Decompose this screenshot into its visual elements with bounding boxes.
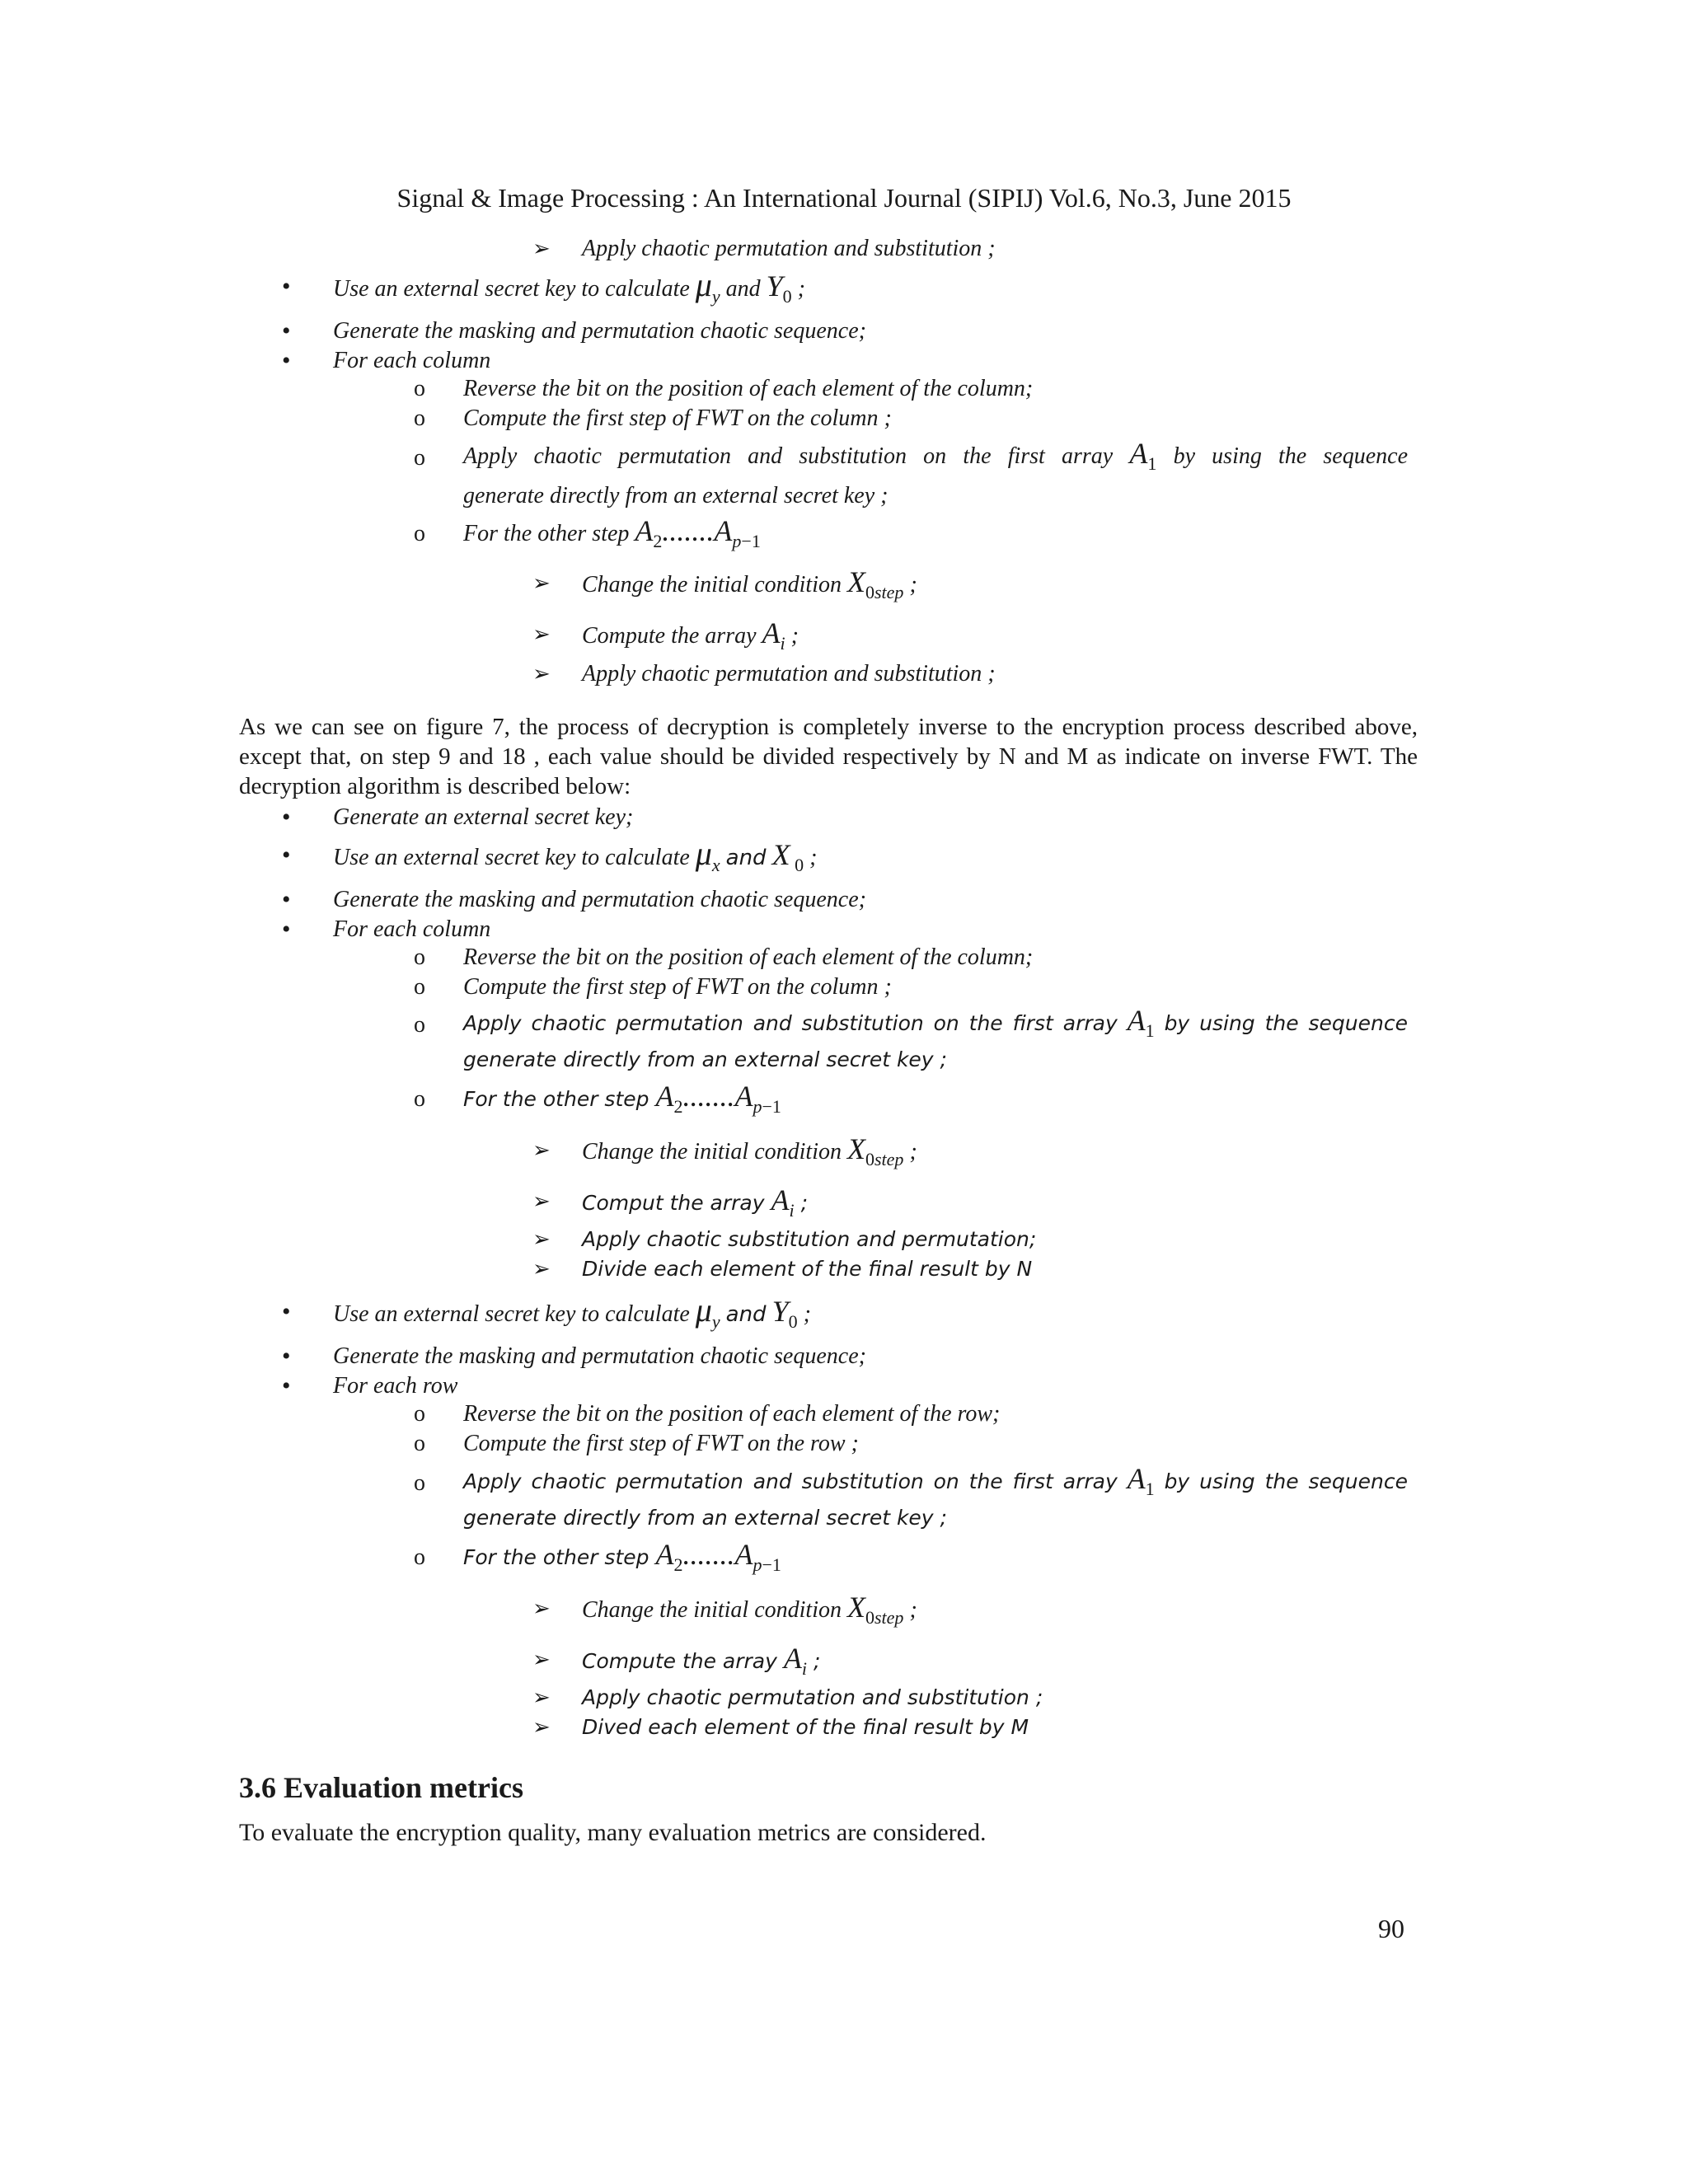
arrow-bullet: ➢ [532, 662, 551, 686]
bullet: • [282, 916, 291, 943]
list-item-continuation: generate directly from an external secret key ; [463, 1047, 947, 1071]
arrow-bullet: ➢ [532, 1138, 551, 1162]
list-item: Reverse the bit on the position of each element of the column; [463, 376, 1034, 401]
bullet: • [282, 886, 291, 913]
list-item: Apply chaotic permutation and substitution ; [582, 1685, 1043, 1709]
circle-bullet: o [414, 1401, 425, 1427]
arrow-bullet: ➢ [532, 237, 551, 260]
list-item: Use an external secret key to calculate $\mu_y$ and $Y_0$ ; [333, 1291, 811, 1332]
circle-bullet: o [414, 405, 425, 431]
list-item: Generate an external secret key; [333, 804, 634, 830]
list-item: Change the initial condition $X_{0step}$ ; [582, 1132, 917, 1169]
list-item: Compute the array $A_i$ ; [582, 616, 799, 654]
list-item: Dived each element of the final result by M [582, 1715, 1029, 1739]
circle-bullet: o [414, 1431, 425, 1456]
list-item: For the other step $A_2.......A_{p-1}$ [463, 1080, 781, 1117]
circle-bullet: o [414, 1470, 425, 1496]
list-item: Compute the first step of FWT on the column ; [463, 405, 892, 431]
list-item: Apply chaotic permutation and substitution ; [582, 236, 996, 261]
list-item: Apply chaotic permutation and substitution on the first array $A_1$ by using the sequence [463, 1004, 1408, 1041]
arrow-bullet: ➢ [532, 1685, 551, 1709]
list-item: For the other step $A_2.......A_{p-1}$ [463, 514, 761, 551]
circle-bullet: o [414, 1012, 425, 1038]
list-item: Reverse the bit on the position of each element of the row; [463, 1401, 1001, 1427]
list-item: Comput the array $A_i$ ; [582, 1183, 808, 1221]
list-item: Compute the first step of FWT on the row ; [463, 1431, 859, 1456]
list-item: Apply chaotic permutation and substitution ; [582, 661, 996, 687]
body-paragraph: As we can see on figure 7, the process of decryption is completely inverse to the encryption process described above, except that, on step 9 and 18 , each value should be divided respectively by N and M as indicate on inverse FWT. The decryption algorithm is described below: [239, 714, 1418, 799]
bullet: • [282, 347, 291, 374]
list-item: Change the initial condition $X_{0step}$ ; [582, 1591, 917, 1628]
bullet: • [282, 1298, 291, 1325]
arrow-bullet: ➢ [532, 1596, 551, 1620]
list-item: Generate the masking and permutation chaotic sequence; [333, 887, 866, 912]
bullet: • [282, 1343, 291, 1370]
list-item: For each row [333, 1373, 458, 1399]
circle-bullet: o [414, 974, 425, 1000]
arrow-bullet: ➢ [532, 622, 551, 646]
section-text: To evaluate the encryption quality, many evaluation metrics are considered. [239, 1819, 987, 1846]
list-item: Generate the masking and permutation chaotic sequence; [333, 1343, 866, 1369]
journal-header: Signal & Image Processing : An International Journal (SIPIJ) Vol.6, No.3, June 2015 [396, 183, 1292, 213]
list-item-continuation: generate directly from an external secret key ; [463, 1506, 947, 1530]
list-item: Apply chaotic permutation and substitution on the first array $A_1$ by using the sequence [463, 437, 1409, 474]
circle-bullet: o [414, 1544, 425, 1570]
list-item: Compute the array $A_i$ ; [582, 1642, 821, 1679]
list-item: For each column [333, 916, 491, 942]
list-item: Use an external secret key to calculate $\mu_x$ and X $_0$ ; [333, 835, 818, 875]
circle-bullet: o [414, 376, 425, 401]
list-item-continuation: generate directly from an external secret key ; [463, 483, 889, 509]
bullet: • [282, 273, 291, 300]
arrow-bullet: ➢ [532, 571, 551, 595]
circle-bullet: o [414, 521, 425, 546]
list-item: Compute the first step of FWT on the column ; [463, 974, 892, 1000]
list-item: Change the initial condition $X_{0step}$ ; [582, 565, 917, 602]
arrow-bullet: ➢ [532, 1715, 551, 1739]
bullet: • [282, 804, 291, 831]
list-item: For each column [333, 348, 491, 373]
list-item: Use an external secret key to calculate $\mu_y$ and $Y_0$ ; [333, 266, 805, 307]
arrow-bullet: ➢ [532, 1227, 551, 1251]
page-number: 90 [1378, 1914, 1404, 1943]
bullet: • [282, 317, 291, 344]
arrow-bullet: ➢ [532, 1647, 551, 1671]
bullet: • [282, 841, 291, 869]
circle-bullet: o [414, 1086, 425, 1112]
arrow-bullet: ➢ [532, 1189, 551, 1213]
section-heading: 3.6 Evaluation metrics [239, 1771, 523, 1804]
list-item: Generate the masking and permutation chaotic sequence; [333, 318, 866, 344]
list-item: Apply chaotic permutation and substitution on the first array $A_1$ by using the sequence [463, 1462, 1408, 1499]
list-item: For the other step $A_2.......A_{p-1}$ [463, 1538, 781, 1575]
circle-bullet: o [414, 944, 425, 970]
list-item: Divide each element of the final result by N [582, 1257, 1033, 1281]
bullet: • [282, 1372, 291, 1399]
arrow-bullet: ➢ [532, 1257, 551, 1281]
circle-bullet: o [414, 445, 425, 471]
list-item: Reverse the bit on the position of each element of the column; [463, 944, 1034, 970]
list-item: Apply chaotic substitution and permutation; [582, 1227, 1037, 1251]
